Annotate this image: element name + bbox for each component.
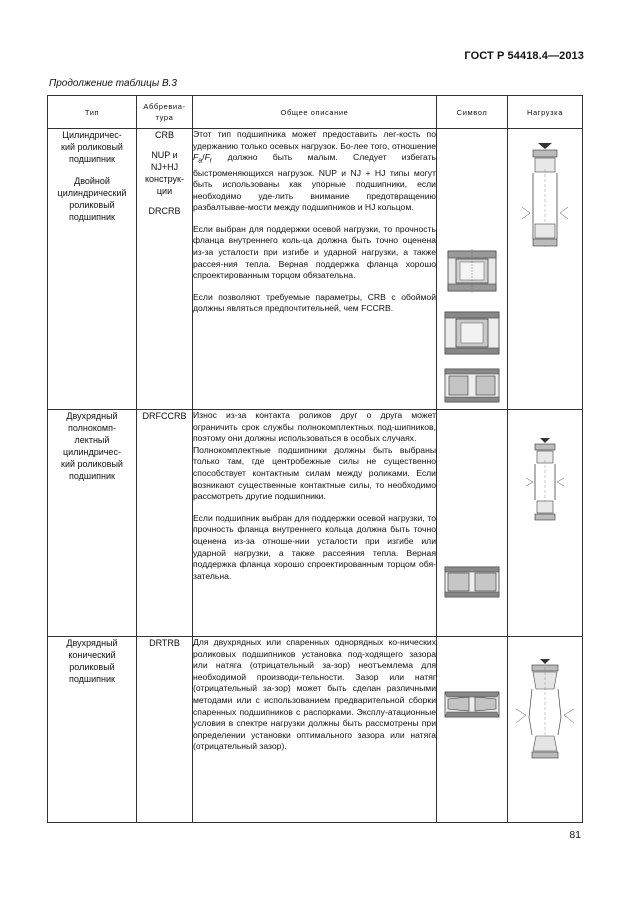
abbr-cell: DRFCCRB bbox=[137, 410, 193, 637]
header-abbr: Аббревиа- тура bbox=[137, 96, 193, 129]
type-cell: Цилиндричес- кий роликовый подшипник Двойной цилиндрический роликовый подшипник bbox=[48, 129, 137, 410]
load-diagram-2 bbox=[508, 410, 583, 636]
load-cell bbox=[508, 637, 583, 823]
load-diagram-1 bbox=[508, 129, 583, 409]
description-cell: Этот тип подшипника может предоставить лег-кость по удержанию только осевых нагрузок. Бо-лее того, отношение $F_a/F_r$ должно быть малым. Следует избегать быстроменяющихся нагрузок. NUP и NJ + HJ типы могут быть использованы как упорные подшипники, если необходимо уде-лить внимание предотвращению разбалтывае-мости между подшипников и HJ кольцом. Если выбран для поддержки осевой нагрузки, то прочность фланца внутреннего коль-ца должна быть точно оценена из-за усталости при изгибе и ударной нагрузки, а также рассея-ния тепла. Верная поддержка фланца хорошо спроектированным торцом обязательна. Если позволяют требуемые параметры, CRB с обоймой должны являться предпочтительней, чем FCCRB. bbox=[193, 129, 437, 410]
load-diagram-3 bbox=[508, 637, 583, 822]
abbr-cell: DRTRB bbox=[137, 637, 193, 823]
load-cell bbox=[508, 410, 583, 637]
table-header-row bbox=[48, 96, 583, 129]
type-cell: Двухрядный полнокомп- лектный цилиндричес- кий роликовый подшипник bbox=[48, 410, 137, 637]
table-row bbox=[48, 129, 583, 410]
full-complement-bearing-symbol bbox=[437, 410, 508, 636]
table-caption: Продолжение таблицы В.3 bbox=[49, 78, 177, 89]
abbr-cell: CRB NUP и NJ+HJ конструк- ции DRCRB bbox=[137, 129, 193, 410]
header-symbol: Символ bbox=[437, 96, 508, 129]
symbol-cell bbox=[437, 637, 508, 823]
bearing-table bbox=[47, 95, 583, 823]
standard-id: ГОСТ Р 54418.4—2013 bbox=[464, 50, 584, 62]
symbol-cell bbox=[437, 129, 508, 410]
description-cell: Износ из-за контакта роликов друг о друга может ограничить срок службы полнокомплектных под-шипников, поэтому они должны использоваться в особых случаях. Полнокомплектные подшипники должны быть выбраны только там, где центробежные силы не существенно способствует контактным силам между роликами. Если возникают существенные контактные силы, то необходимо рассмотреть другие подшипники. Если подшипник выбран для поддержки осевой нагрузки, то прочность фланца внутреннего кольца должна быть точно оценена из-за отноше-нии усталости при изгибе или ударной нагрузки, а также рассеяния тепла. Верная поддержка фланца хорошо спроектированным торцом обя-зательна. bbox=[193, 410, 437, 637]
table-row bbox=[48, 637, 583, 823]
tapered-roller-bearing-symbol bbox=[437, 637, 508, 822]
header-description: Общее описание bbox=[193, 96, 437, 129]
symbol-cell bbox=[437, 410, 508, 637]
table-row bbox=[48, 410, 583, 637]
type-cell: Двухрядный конический роликовый подшипник bbox=[48, 637, 137, 823]
description-cell: Для двухрядных или спаренных однорядных ко-нических роликовых подшипников установка под-ходящего зазора или натяга (отрицательный за-зор) неотъемлема для необходимой производи-тельности. Зазор или натяг (отрицательный за-зор) может быть сделан различными методами или с использованием предварительной сборки спаренных подшипников с распорками. Эксплу-атационные условия в спектре нагрузки должны быть рассмотрены при определении установки оптимального зазора или натяга (отрицательный зазор). bbox=[193, 637, 437, 823]
header-load: Нагрузка bbox=[508, 96, 583, 129]
header-type: Тип bbox=[48, 96, 137, 129]
page-number: 81 bbox=[569, 829, 581, 841]
cylindrical-roller-bearing-symbol bbox=[437, 129, 508, 409]
load-cell bbox=[508, 129, 583, 410]
